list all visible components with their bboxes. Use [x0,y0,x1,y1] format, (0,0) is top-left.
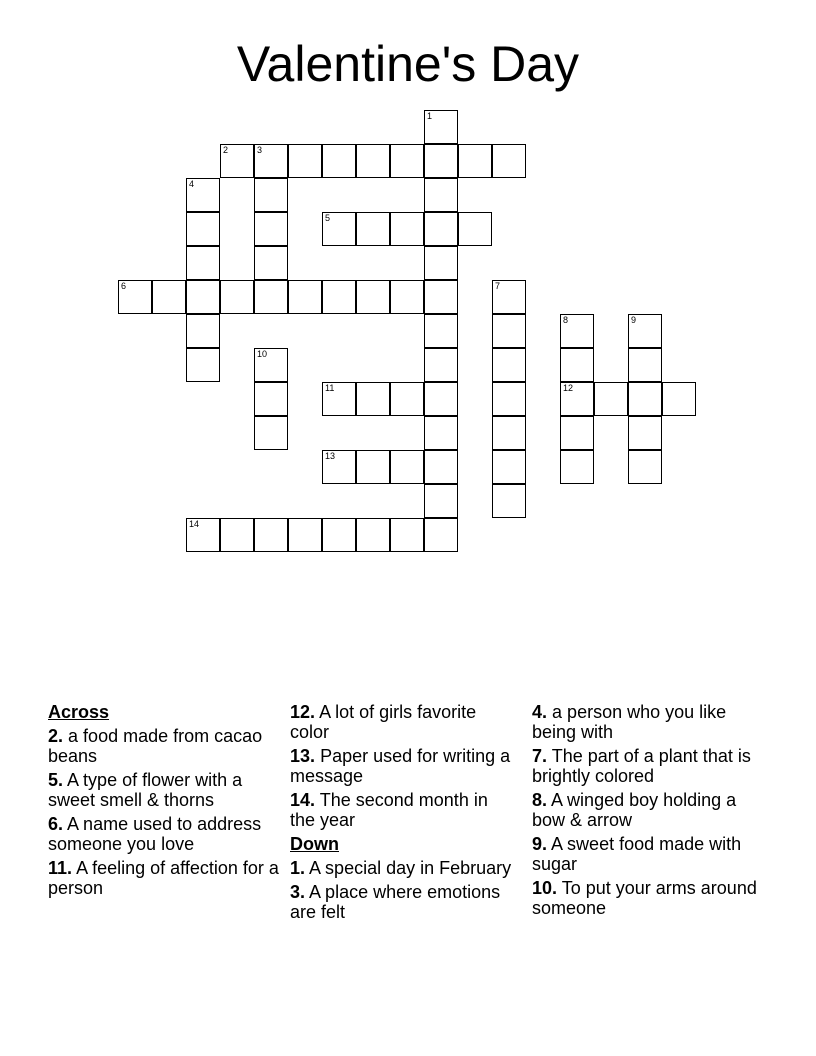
grid-cell[interactable] [628,382,662,416]
grid-cell[interactable] [492,144,526,178]
grid-cell[interactable] [390,280,424,314]
grid-cell[interactable] [662,382,696,416]
grid-cell[interactable] [492,484,526,518]
grid-cell[interactable] [186,314,220,348]
clue-down-7: 7. The part of a plant that is brightly colored [532,746,751,786]
grid-cell[interactable] [390,144,424,178]
clue-across-14: 14. The second month in the year [290,790,488,830]
clue-number: 7 [495,281,501,291]
clue-down-8: 8. A winged boy holding a bow & arrow [532,790,737,830]
grid-cell[interactable] [560,450,594,484]
grid-cell[interactable] [254,382,288,416]
clue-down-9: 9. A sweet food made with sugar [532,834,742,874]
grid-cell[interactable] [186,280,220,314]
grid-cell[interactable] [288,144,322,178]
grid-cell[interactable] [254,212,288,246]
clue-number: 8 [563,315,569,325]
grid-cell[interactable] [424,212,458,246]
grid-cell[interactable] [356,212,390,246]
grid-cell[interactable] [628,348,662,382]
grid-cell[interactable] [288,280,322,314]
grid-cell[interactable] [424,518,458,552]
clue-number: 12 [563,383,574,393]
grid-cell[interactable] [356,450,390,484]
clues-column-3 [532,702,757,922]
grid-cell[interactable] [424,246,458,280]
clue-down-1: 1. A special day in February [290,858,512,878]
grid-cell[interactable] [628,450,662,484]
down-heading: Down [290,834,339,854]
grid-cell[interactable] [390,212,424,246]
grid-cell[interactable] [560,314,594,348]
clue-number: 10 [257,349,268,359]
grid-cell[interactable] [458,144,492,178]
grid-cell[interactable] [424,110,458,144]
grid-cell[interactable] [322,450,356,484]
across-heading: Across [48,702,110,722]
clue-across-5: 5. A type of flower with a sweet smell & thorns [48,770,243,810]
grid-cell[interactable] [118,280,152,314]
clue-number: 3 [257,145,263,155]
grid-cell[interactable] [390,382,424,416]
grid-cell[interactable] [424,280,458,314]
grid-cell[interactable] [288,518,322,552]
grid-cell[interactable] [186,246,220,280]
grid-cell[interactable] [560,416,594,450]
clue-across-12: 12. A lot of girls favorite color [290,702,477,742]
clue-number: 5 [325,213,331,223]
clues-column-2 [290,702,515,926]
clue-number: 1 [427,111,433,121]
grid-cell[interactable] [390,518,424,552]
clue-number: 4 [189,179,195,189]
grid-cell[interactable] [254,178,288,212]
grid-cell[interactable] [424,348,458,382]
grid-cell[interactable] [254,280,288,314]
grid-cell[interactable] [424,314,458,348]
grid-cell[interactable] [390,450,424,484]
clue-down-4: 4. a person who you like being with [532,702,727,742]
grid-cell[interactable] [186,178,220,212]
grid-cell[interactable] [152,280,186,314]
grid-cell[interactable] [356,518,390,552]
grid-cell[interactable] [254,416,288,450]
clue-number: 14 [189,519,200,529]
grid-cell[interactable] [356,382,390,416]
grid-cell[interactable] [560,348,594,382]
grid-cell[interactable] [220,518,254,552]
grid-cell[interactable] [628,416,662,450]
grid-cell[interactable] [254,348,288,382]
grid-cell[interactable] [492,450,526,484]
grid-cell[interactable] [424,178,458,212]
grid-cell[interactable] [492,416,526,450]
grid-cell[interactable] [560,382,594,416]
grid-cell[interactable] [424,144,458,178]
grid-cell[interactable] [458,212,492,246]
grid-cell[interactable] [356,280,390,314]
clue-down-3: 3. A place where emotions are felt [290,882,501,922]
clue-across-13: 13. Paper used for writing a message [290,746,511,786]
clue-across-6: 6. A name used to address someone you love [48,814,262,854]
clue-number: 2 [223,145,229,155]
grid-cell[interactable] [424,450,458,484]
grid-cell[interactable] [424,382,458,416]
grid-cell[interactable] [322,382,356,416]
clue-number: 9 [631,315,637,325]
grid-cell[interactable] [220,144,254,178]
clues-column-1 [48,702,283,902]
grid-cell[interactable] [254,518,288,552]
clue-number: 13 [325,451,336,461]
grid-cell[interactable] [254,246,288,280]
grid-cell[interactable] [254,144,288,178]
grid-cell[interactable] [186,348,220,382]
clue-down-10: 10. To put your arms around someone [532,878,757,918]
grid-cell[interactable] [492,348,526,382]
grid-cell[interactable] [322,212,356,246]
grid-cell[interactable] [220,280,254,314]
clue-number: 6 [121,281,127,291]
puzzle-title: Valentine's Day [236,36,580,92]
grid-cell[interactable] [594,382,628,416]
grid-cell[interactable] [492,314,526,348]
clue-across-2: 2. a food made from cacao beans [48,726,263,766]
grid-cell[interactable] [186,212,220,246]
grid-cell[interactable] [628,314,662,348]
grid-cell[interactable] [424,416,458,450]
clue-number: 11 [325,383,335,393]
grid-cell[interactable] [322,518,356,552]
grid-cell[interactable] [492,280,526,314]
grid-cell[interactable] [492,382,526,416]
clue-across-11: 11. A feeling of affection for a person [48,858,279,898]
grid-cell[interactable] [356,144,390,178]
grid-cell[interactable] [186,518,220,552]
grid-cell[interactable] [424,484,458,518]
grid-cell[interactable] [322,144,356,178]
grid-cell[interactable] [322,280,356,314]
